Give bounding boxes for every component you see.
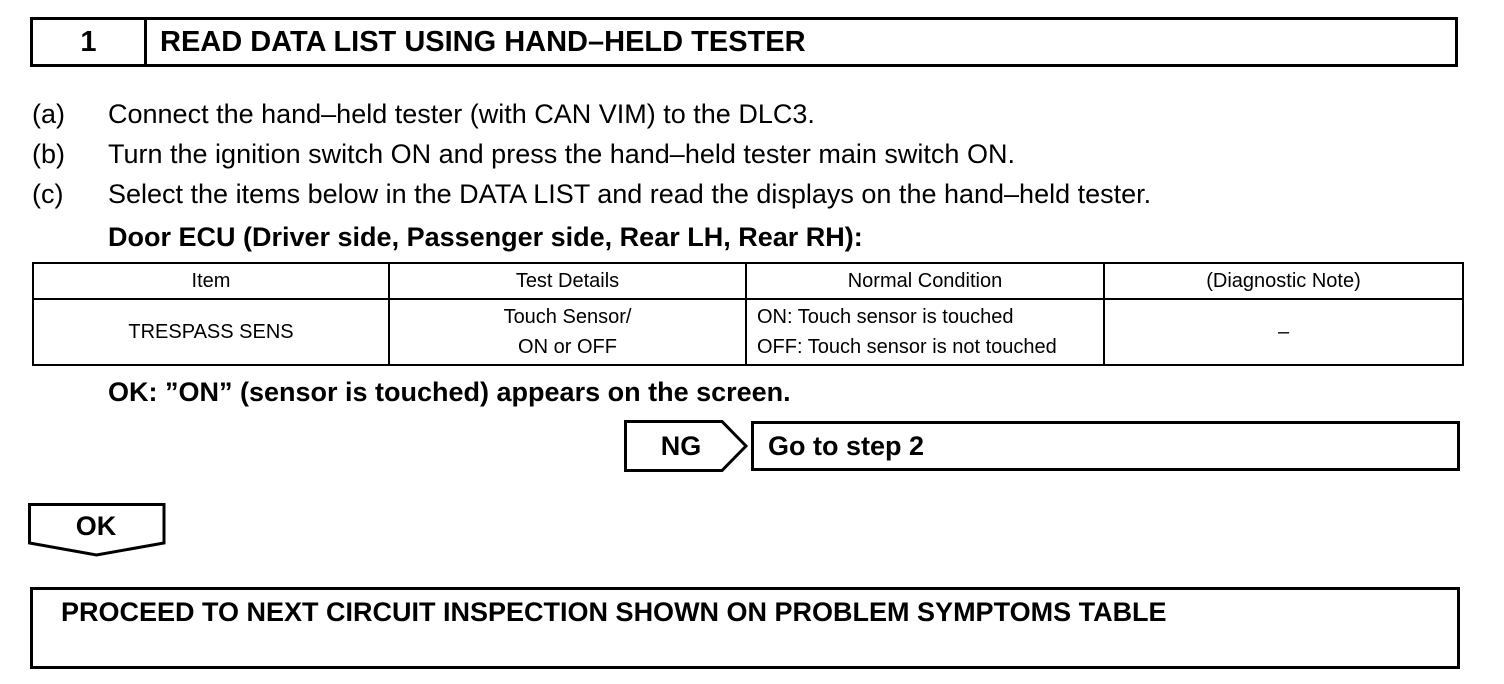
go-to-step-box: Go to step 2: [751, 421, 1460, 471]
cell-item: TRESPASS SENS: [33, 299, 389, 365]
condition-line: OFF: Touch sensor is not touched: [757, 336, 1057, 358]
table-row: [33, 299, 1463, 365]
step-header: [30, 17, 1458, 67]
column-header-diagnostic-note: (Diagnostic Note): [1104, 263, 1463, 299]
column-header-test-details: Test Details: [389, 263, 746, 299]
step-title: READ DATA LIST USING HAND–HELD TESTER: [160, 25, 806, 58]
cell-normal-condition: [746, 299, 1104, 365]
instruction-letter: (b): [32, 139, 65, 169]
step-number: 1: [33, 20, 147, 64]
instruction-text: Turn the ignition switch ON and press the hand–held tester main switch ON.: [108, 139, 1015, 169]
ecu-subheading: Door ECU (Driver side, Passenger side, Rear LH, Rear RH):: [108, 222, 863, 252]
condition-line: ON: Touch sensor is touched: [757, 306, 1014, 328]
ng-label: NG: [660, 430, 702, 461]
column-header-normal-condition: Normal Condition: [746, 263, 1104, 299]
instruction-text: Select the items below in the DATA LIST and read the displays on the hand–held tester.: [108, 179, 1152, 209]
cell-diagnostic-note: –: [1104, 299, 1463, 365]
instruction-letter: (c): [32, 179, 64, 209]
instruction-letter: (a): [32, 99, 65, 129]
test-details-line: Touch Sensor/: [503, 306, 632, 328]
test-details-line: ON or OFF: [518, 336, 617, 358]
ok-statement: OK: ”ON” (sensor is touched) appears on the screen.: [108, 377, 791, 407]
instruction-text: Connect the hand–held tester (with CAN VIM) to the DLC3.: [108, 99, 815, 129]
table-header-row: [33, 263, 1463, 299]
column-header-item: Item: [33, 263, 389, 299]
cell-test-details: [389, 299, 746, 365]
ok-label: OK: [75, 510, 117, 541]
final-action-box: PROCEED TO NEXT CIRCUIT INSPECTION SHOWN ON PROBLEM SYMPTOMS TABLE: [30, 587, 1460, 669]
data-list-table: [32, 262, 1464, 366]
